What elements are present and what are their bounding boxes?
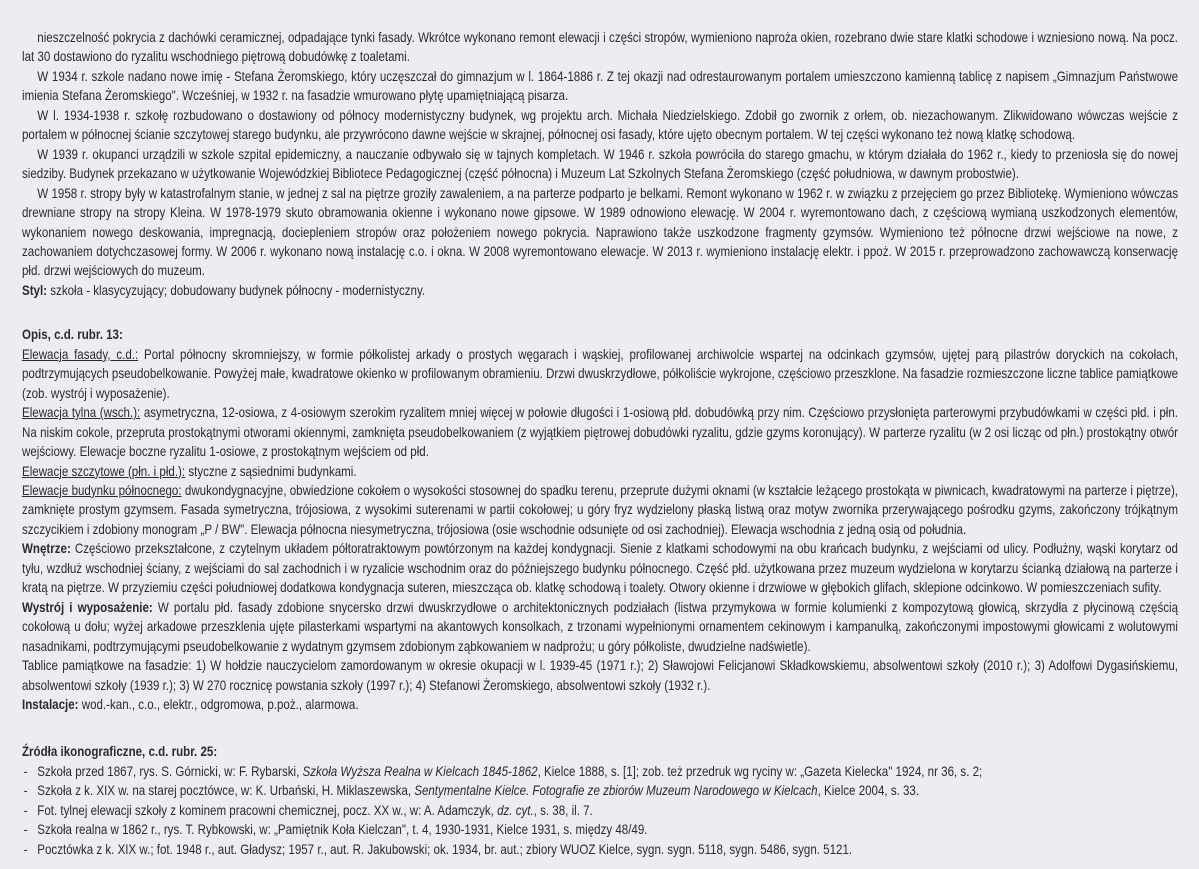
history-paragraph: W 1934 r. szkole nadano nowe imię - Stefana Żeromskiego, który uczęszczał do gimnazjum w l. 1864-1886 r. Z tej okazji nad odrestaurowanym portalem umieszczono kamienną tablicę z napisem „Gimnazjum Państwowe imienia Stefana Żeromskiego". Wcześniej, w 1932 r. na fasadzie wmurowano płytę upamiętniającą pisarza. bbox=[22, 68, 1178, 104]
interior-paragraph bbox=[22, 539, 1178, 597]
dash-bullet: - bbox=[23, 783, 28, 799]
description-item bbox=[22, 345, 1178, 403]
decor-text: W portalu płd. fasady zdobione snycersko drzwi dwuskrzydłowe o architektonicznych podziałach (listwa przymykowa w formie kolumienki z kompozytową głowicą, skrzydła z płycinową częścią cokołową u dołu; wyżej arkadowe przeszklenia ujęte pilasterkami wspartymi na akantowych konsolkach, z trzonami wypełnionymi ornamentem cekinowym i kampanulką, zakończonymi impostowymi głowicami z wolutowymi nasadnikami, podtrzymującymi pseudobelkowanie z wydatnym gzymsem zdobionym ząbkowaniem w nadprożu; u góry półkoliste, dwudzielne nadświetle). bbox=[22, 599, 1178, 654]
decor-label: Wystrój i wyposażenie: bbox=[22, 599, 153, 615]
source-title: Sentymentalne Kielce. Fotografie ze zbiorów Muzeum Narodowego w Kielcach bbox=[414, 783, 818, 799]
style-label: Styl: bbox=[22, 282, 48, 298]
plaques-paragraph: Tablice pamiątkowe na fasadzie: 1) W hołdzie nauczycielom zamordowanym w okresie okupacji w l. 1939-45 (1971 r.); 2) Sławojowi Felicjanowi Składkowskiemu, absolwentowi szkoły (2010 r.); 3) Adolfowi Dygasińskiemu, absolwentowi szkoły (1939 r.); 3) W 270 rocznicę powstania szkoły (1997 r.); 4) Stefanowi Żeromskiego, absolwentowi szkoły (1932 r.). bbox=[22, 658, 1178, 693]
installations-paragraph bbox=[22, 695, 1178, 714]
source-item bbox=[22, 762, 1178, 781]
interior-text: Częściowo przekształcone, z czytelnym układem półtoratraktowym powtórzonym na każdej kondygnacji. Sienie z klatkami schodowymi na obu krańcach budynku, z wejściami od ulicy. Podłużny, wąski korytarz od tyłu, wzdłuż wschodniej ściany, z wejściami do sal zachodnich i w ryzalicie wschodnim oraz do późniejszego budynku północnego. Część płd. użytkowana przez muzeum wydzielona w korytarzu ścianką działową na parterze i kratą na piętrze. W przyziemiu części południowej dodatkowa kondygnacja suteren, mieszcząca ob. klatkę schodową i toalety. Otwory okienne i drzwiowe w głębokich glifach, sklepione odcinkowo. W pomieszczeniach sufity. bbox=[22, 541, 1179, 596]
source-text: Szkoła realna w 1862 r., rys. T. Rybkowski, w: „Pamiętnik Koła Kielczan", t. 4, 1930-1931, Kielce 1931, s. między 48/49. bbox=[37, 822, 648, 838]
installations-label: Instalacje: bbox=[22, 696, 79, 712]
source-item bbox=[22, 801, 1178, 820]
source-text: Fot. tylnej elewacji szkoły z kominem pracowni chemicznej, pocz. XX w., w: A. Adamczyk, bbox=[37, 802, 498, 818]
source-text: , s. 38, il. 7. bbox=[533, 802, 593, 818]
dash-bullet: - bbox=[23, 822, 28, 838]
sources-heading: Źródła ikonograficzne, c.d. rubr. 25: bbox=[22, 744, 218, 760]
description-heading: Opis, c.d. rubr. 13: bbox=[22, 327, 123, 343]
dash-bullet: - bbox=[23, 841, 28, 857]
source-title: Szkoła Wyższa Realna w Kielcach 1845-1862 bbox=[302, 763, 538, 779]
style-text: szkoła - klasycyzujący; dobudowany budynek północny - modernistyczny. bbox=[47, 282, 426, 298]
item-text: asymetryczna, 12-osiowa, z 4-osiowym szerokim ryzalitem mniej więcej w połowie długości i 1-osiową płd. dobudówką przy nim. Częściowo przysłonięta parterowymi przybudówkami w części płd. i płn. Na niskim cokole, przepruta prostokątnymi otworami okiennymi, zamknięta pseudobelkowaniem (z wyjątkiem piętrowej dobudówki ryzalitu, gdzie gzyms koronujący). W parterze ryzalitu (w 2 osi licząc od płn.) prostokątny otwór wejściowy. Elewacje boczne ryzalitu 1-osiowe, z prostokątnym wejściem od płd. bbox=[22, 405, 1179, 460]
source-item bbox=[22, 781, 1178, 800]
history-paragraph: nieszczelność pokrycia z dachówki ceramicznej, odpadające tynki fasady. Wkrótce wykonano remont elewacji i części stropów, wymieniono naproża okien, rozebrano dwie stare klatki schodowe i wzniesiono nową. Na pocz. lat 30 dostawiono do ryzalitu wschodniego piętrową dobudówkę z toaletami. bbox=[22, 30, 1178, 65]
item-text: styczne z sąsiednimi budynkami. bbox=[185, 463, 357, 479]
document-page bbox=[22, 28, 1178, 859]
item-text: dwukondygnacyjne, obwiedzione cokołem o wysokości stosownej do spadku terenu, przeprute dużymi oknami (w kształcie leżącego prostokąta w piwnicach, kwadratowymi na parterze i piętrze), zamknięte prostym gzymsem. Fasada symetryczna, trójosiowa, z wysokimi suterenami w partii cokołowej; u góry fryz wydzielony płaską listwą oraz motyw zwornika przerywającego pośrodku gzyms, zakończony trójkątnym szczycikiem i zdobiony monogram „P / BW". Elewacja północna niesymetryczna, trójosiowa (osie wschodnie odsunięte od osi zachodniej). Elewacja wschodnia z jedną osią od południa. bbox=[22, 482, 1178, 537]
source-text: Szkoła z k. XIX w. na starej pocztówce, w: K. Urbański, H. Miklaszewska, bbox=[37, 783, 415, 799]
history-paragraph: W 1958 r. stropy były w katastrofalnym stanie, w jednej z sal na piętrze groziły zawaleniem, a na parterze podparto je belkami. Remont wykonano w 1962 r. w związku z przejęciem go przez Bibliotekę. Wymieniono wówczas drewniane stropy na stropy Kleina. W 1978-1979 skuto obramowania okienne i wykonano nowe gipsowe. W 1989 odnowiono elewację. W 2004 r. wyremontowano dach, z częściową wymianą uszkodzonych elementów, wykonaniem nowego deskowania, impregnacją, dociepleniem stropów oraz położeniem nowego pokrycia. Naprawiono także uszkodzone fragmenty gzymsów. Wymieniono też północne drzwi wejściowe na nowe, z zachowaniem dotychczasowej formy. W 2006 r. wykonano nową instalację c.o. i okna. W 2008 wyremontowano elewacje. W 2013 r. wymieniono instalację elektr. i ppoż. W 2015 r. przeprowadzono zachowawczą konserwację płd. drzwi wejściowych do muzeum. bbox=[22, 185, 1178, 279]
item-text: Portal północny skromniejszy, w formie półkolistej arkady o prostych węgarach i wąskiej, profilowanej archiwolcie wspartej na odcinkach gzymsów, ujętej parą pilastrów doryckich na cokołach, podtrzymujących pseudobelkowanie. Powyżej małe, kwadratowe okienko w profilowanym obramieniu. Drzwi dwuskrzydłowe, półkoliście wykrojone, częściowo przeszklone. Na fasadzie rozmieszczone liczne tablice pamiątkowe (zob. wystrój i wyposażenie). bbox=[22, 346, 1178, 401]
source-text: Szkoła przed 1867, rys. S. Górnicki, w: F. Rybarski, bbox=[37, 763, 303, 779]
item-label: Elewacja tylna (wsch.): bbox=[22, 405, 141, 421]
source-item bbox=[22, 820, 1178, 839]
source-text: , Kielce 1888, s. [1]; zob. też przedruk wg ryciny w: „Gazeta Kielecka" 1924, nr 36, s. 2; bbox=[537, 763, 983, 779]
description-item bbox=[22, 403, 1178, 461]
installations-text: wod.-kan., c.o., elektr., odgromowa, p.poż., alarmowa. bbox=[78, 696, 359, 712]
history-paragraph: W l. 1934-1938 r. szkołę rozbudowano o dostawiony od północy modernistyczny budynek, wg projektu arch. Michała Niedzielskiego. Zdobił go zwornik z orłem, ob. niezachowanym. Zlikwidowano wówczas wejście z portalem w północnej ścianie szczytowej starego budynku, ale przywrócono dawne wejście w skrajnej, północnej osi fasady, które ujęto obecnym portalem. W tej części wykonano też nową klatkę schodową. bbox=[22, 107, 1178, 143]
sources-section bbox=[22, 742, 1178, 859]
source-title: dz. cyt. bbox=[497, 802, 534, 818]
item-label: Elewacje budynku północnego: bbox=[22, 482, 182, 498]
source-item bbox=[22, 840, 1178, 859]
history-paragraph: W 1939 r. okupanci urządzili w szkole szpital epidemiczny, a nauczanie odbywało się w tajnych kompletach. W 1946 r. szkoła powróciła do starego gmachu, w którym działała do 1962 r., kiedy to przeniosła się do nowej siedziby. Budynek przekazano w użytkowanie Wojewódzkiej Bibliotece Pedagogicznej (część północna) i Muzeum Lat Szkolnych Stefana Żeromskiego (część południowa, w dawnym probostwie). bbox=[22, 146, 1178, 182]
item-label: Elewacja fasady, c.d.: bbox=[22, 346, 139, 362]
history-section bbox=[22, 28, 1178, 300]
interior-label: Wnętrze: bbox=[22, 541, 71, 557]
sources-list bbox=[22, 762, 1178, 859]
decor-paragraph bbox=[22, 598, 1178, 656]
item-label: Elewacje szczytowe (płn. i płd.): bbox=[22, 463, 186, 479]
description-item bbox=[22, 481, 1178, 539]
source-text: , Kielce 2004, s. 33. bbox=[817, 783, 920, 799]
source-text: Pocztówka z k. XIX w.; fot. 1948 r., aut. Gładysz; 1957 r., aut. R. Jakubowski; ok. 1934, br. aut.; zbiory WUOZ Kielce, sygn. sygn. 5118, sygn. 5486, sygn. 5121. bbox=[37, 841, 853, 857]
description-item bbox=[22, 462, 1178, 481]
dash-bullet: - bbox=[23, 763, 28, 779]
style-paragraph bbox=[22, 281, 1178, 300]
dash-bullet: - bbox=[23, 802, 28, 818]
description-section bbox=[22, 325, 1178, 714]
